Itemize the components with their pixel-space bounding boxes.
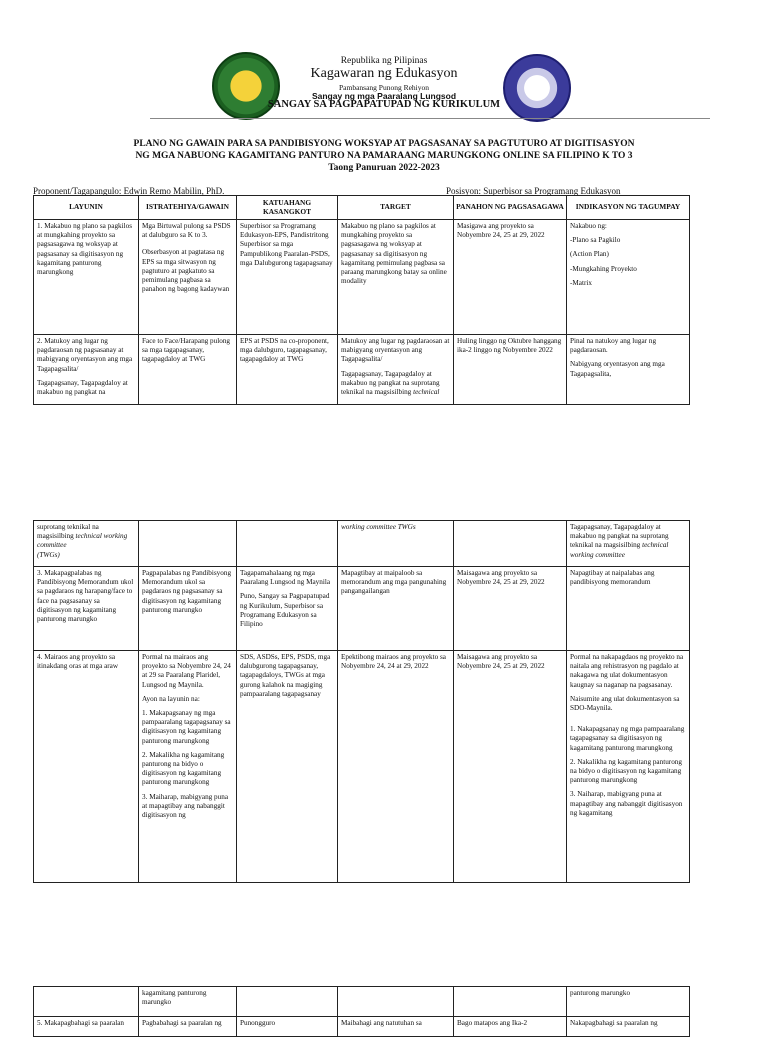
table-row [34,567,690,651]
unit-line: SANGAY SA PAGPAPATUPAD NG KURIKULUM [267,99,501,110]
region-line: Pambansang Punong Rehiyon [339,83,429,92]
cell: Nakabuo ng: -Plano sa Pagkilo (Action Plan) -Mungkahing Proyekto -Matrix [567,220,690,335]
cell [139,521,237,567]
cell [338,987,454,1017]
table-row [34,335,690,405]
proponent-label: Proponent/Tagapangulo: Edwin Remo Mabilin, PhD. [33,186,225,196]
plan-table-part2 [33,520,690,883]
school-year: Taong Panuruan 2022-2023 [328,163,440,173]
cell [454,521,567,567]
division-line: Sangay ng mga Paaralang Lungsod [311,91,457,101]
cell: Pagpapalabas ng Pandibisyong Memorandum ukol sa pagdaraos ng pagsasanay sa digitisasyon ng kagamitang panturong marungko [139,567,237,651]
cell: Pinal na natukoy ang lugar ng pagdaraosan. Nabigyang oryentasyon ang mga Tagapagsalita, [567,335,690,405]
cell: Superbisor sa Programang Edukasyon-EPS, Pandistritong Superbisor sa mga Pampublikong Paaralan-PSDS, mga Dalubgurong tagapagsanay [237,220,338,335]
table-row [34,651,690,883]
header-indikasyon: INDIKASYON NG TAGUMPAY [567,196,690,220]
cell: Pormal na nakapagdaos ng proyekto na naitala ang rehistrasyon ng pagdalo at nakagawa ng ulat dokumentasyon kaugnay sa naganap na pagsasanay. Naisumite ang ulat dokumentasyon sa SDO-Maynila. 1. Nakapagsanay ng mga pampaaralang tagapagsanay sa digitisasyon ng kagamitang panturong marungkong 2. Nakalikha ng kagamitang panturong na bidyo o digitisasyon ng kagamitang panturong marungkong 3. Naiharap, mabigyang puna at mapagtibay ang nabanggit digitisasyon ng kagamitang [567,651,690,883]
cell: Bago matapos ang Ika-2 [454,1017,567,1037]
cell: Punongguro [237,1017,338,1037]
table-row [34,987,690,1017]
cell: 4. Mairaos ang proyekto sa itinakdang oras at mga araw [34,651,139,883]
cell: 1. Makabuo ng plano sa pagkilos at mungkahing proyekto sa pagsasagawa ng woksyap at pagsasanay sa digitisasyon ng kagamitang panturong marungkong [34,220,139,335]
cell: panturong marungko [567,987,690,1017]
plan-table-part1 [33,195,690,405]
cell [34,987,139,1017]
cell: Nakapagbahagi sa paaralan ng [567,1017,690,1037]
cell: Matukoy ang lugar ng pagdaraosan at mabigyang oryentasyon ang Tagapagsalita/ Tagapagsanay, Tagapagdaloy at makabuo ng pangkat na suprotang teknikal na magsisilbing technical [338,335,454,405]
header-layunin: LAYUNIN [34,196,139,220]
cell: 5. Makapagbahagi sa paaralan [34,1017,139,1037]
cell [237,987,338,1017]
table-row [34,1017,690,1037]
department-line: Kagawaran ng Edukasyon [310,66,458,81]
cell: Maisagawa ang proyekto sa Nobyembre 24, 25 at 29, 2022 [454,567,567,651]
doc-title-line2: NG MGA NABUONG KAGAMITANG PANTURO NA PAMARAANG MARUNGKONG ONLINE SA FILIPINO K TO 3 [135,151,633,161]
cell: Mapagtibay at maipaloob sa memorandum ang mga pangunahing pangangailangan [338,567,454,651]
header-target: TARGET [338,196,454,220]
cell: suprotang teknikal na magsisilbing technical working committee (TWGs) [34,521,139,567]
cell: Tagapagsanay, Tagapagdaloy at makabuo ng pangkat na suprotang teknikal na magsisilbing technical working committee [567,521,690,567]
cell: Huling linggo ng Oktubre hanggang ika-2 linggo ng Nobyembre 2022 [454,335,567,405]
cell: EPS at PSDS na co-proponent, mga dalubguro, tagapagsanay, tagapagdaloy at TWG [237,335,338,405]
cell [454,987,567,1017]
cell: 3. Makapagpalabas ng Pandibisyong Memorandum ukol sa pagdaraos ng harapang/face to face na pagsasanay sa digitisasyon ng kagamitang panturong marungko [34,567,139,651]
plan-table-part3 [33,986,690,1037]
cell: Pormal na mairaos ang proyekto sa Nobyembre 24, 24 at 29 sa Paaralang Plaridel, Lungsod ng Maynila. Ayon na layunin na: 1. Makapagsanay ng mga pampaaralang tagapagsanay sa digitisasyon ng kagamitang panturong marungkong 2. Makalikha ng kagamitang panturong na bidyo o digitisasyon ng kagamitang panturong marungkong 3. Maiharap, mabigyang puna at mapagtibay ang nabanggit digitisasyon ng [139,651,237,883]
cell: Maibahagi ang natutuhan sa [338,1017,454,1037]
cell: Napagtibay at naipalabas ang pandibisyong memorandum [567,567,690,651]
cell: Mga Birtuwal pulong sa PSDS at dalubguro sa K to 3. Obserbasyon at pagtatasa ng EPS sa mga sitwasyon ng pagtuturo at pagkatuto sa pemimulang pagbasa sa panahon ng bagong kadaywan [139,220,237,335]
position-label: Posisyon: Superbisor sa Programang Edukasyon [446,186,621,196]
table-row [34,220,690,335]
republic-line: Republika ng Pilipinas [340,56,428,66]
cell: Masigawa ang proyekto sa Nobyembre 24, 25 at 29, 2022 [454,220,567,335]
cell: kagamitang panturong marungko [139,987,237,1017]
doc-title-line1: PLANO NG GAWAIN PARA SA PANDIBISYONG WOKSYAP AT PAGSASANAY SA PAGTUTURO AT DIGITISASYON [133,139,635,149]
header-istratehiya: ISTRATEHIYA/GAWAIN [139,196,237,220]
header-divider [150,118,710,119]
cell [237,521,338,567]
cell: Face to Face/Harapang pulong sa mga tagapagsanay, tagapagdaloy at TWG [139,335,237,405]
cell: Epektibong mairaos ang proyekto sa Nobyembre 24, 24 at 29, 2022 [338,651,454,883]
header-katuahang: KATUAHANG KASANGKOT [237,196,338,220]
cell: Tagapamahalaang ng mga Paaralang Lungsod ng Maynila Puno, Sangay sa Pagpapatupad ng Kurikulum, Superbisor sa Programang Edukasyon sa Filipino [237,567,338,651]
header-panahon: PANAHON NG PAGSASAGAWA [454,196,567,220]
cell: Pagbabahagi sa paaralan ng [139,1017,237,1037]
cell: 2. Matukoy ang lugar ng pagdaraosan ng pagsasanay at mabigyang oryentasyon ang mga Tagapagsalita/ Tagapagsanay, Tagapagdaloy at makabuo ng pangkat na [34,335,139,405]
table-header-row [34,196,690,220]
cell: SDS, ASDSs, EPS, PSDS, mga dalubgurong tagapagsanay, tagapagdaloys, TWGs at mga gurong kalahok na magiging pampaaralang tagapagsanay [237,651,338,883]
cell: Maisagawa ang proyekto sa Nobyembre 24, 25 at 29, 2022 [454,651,567,883]
cell: working committee TWGs [338,521,454,567]
cell: Makabuo ng plano sa pagkilos at mungkahing proyekto sa pagsasagawa ng woksyap at pagsasanay sa digitisasyon ng kagamitang pemimulang pagbasa sa paraang marungkong batay sa online modality [338,220,454,335]
table-row [34,521,690,567]
